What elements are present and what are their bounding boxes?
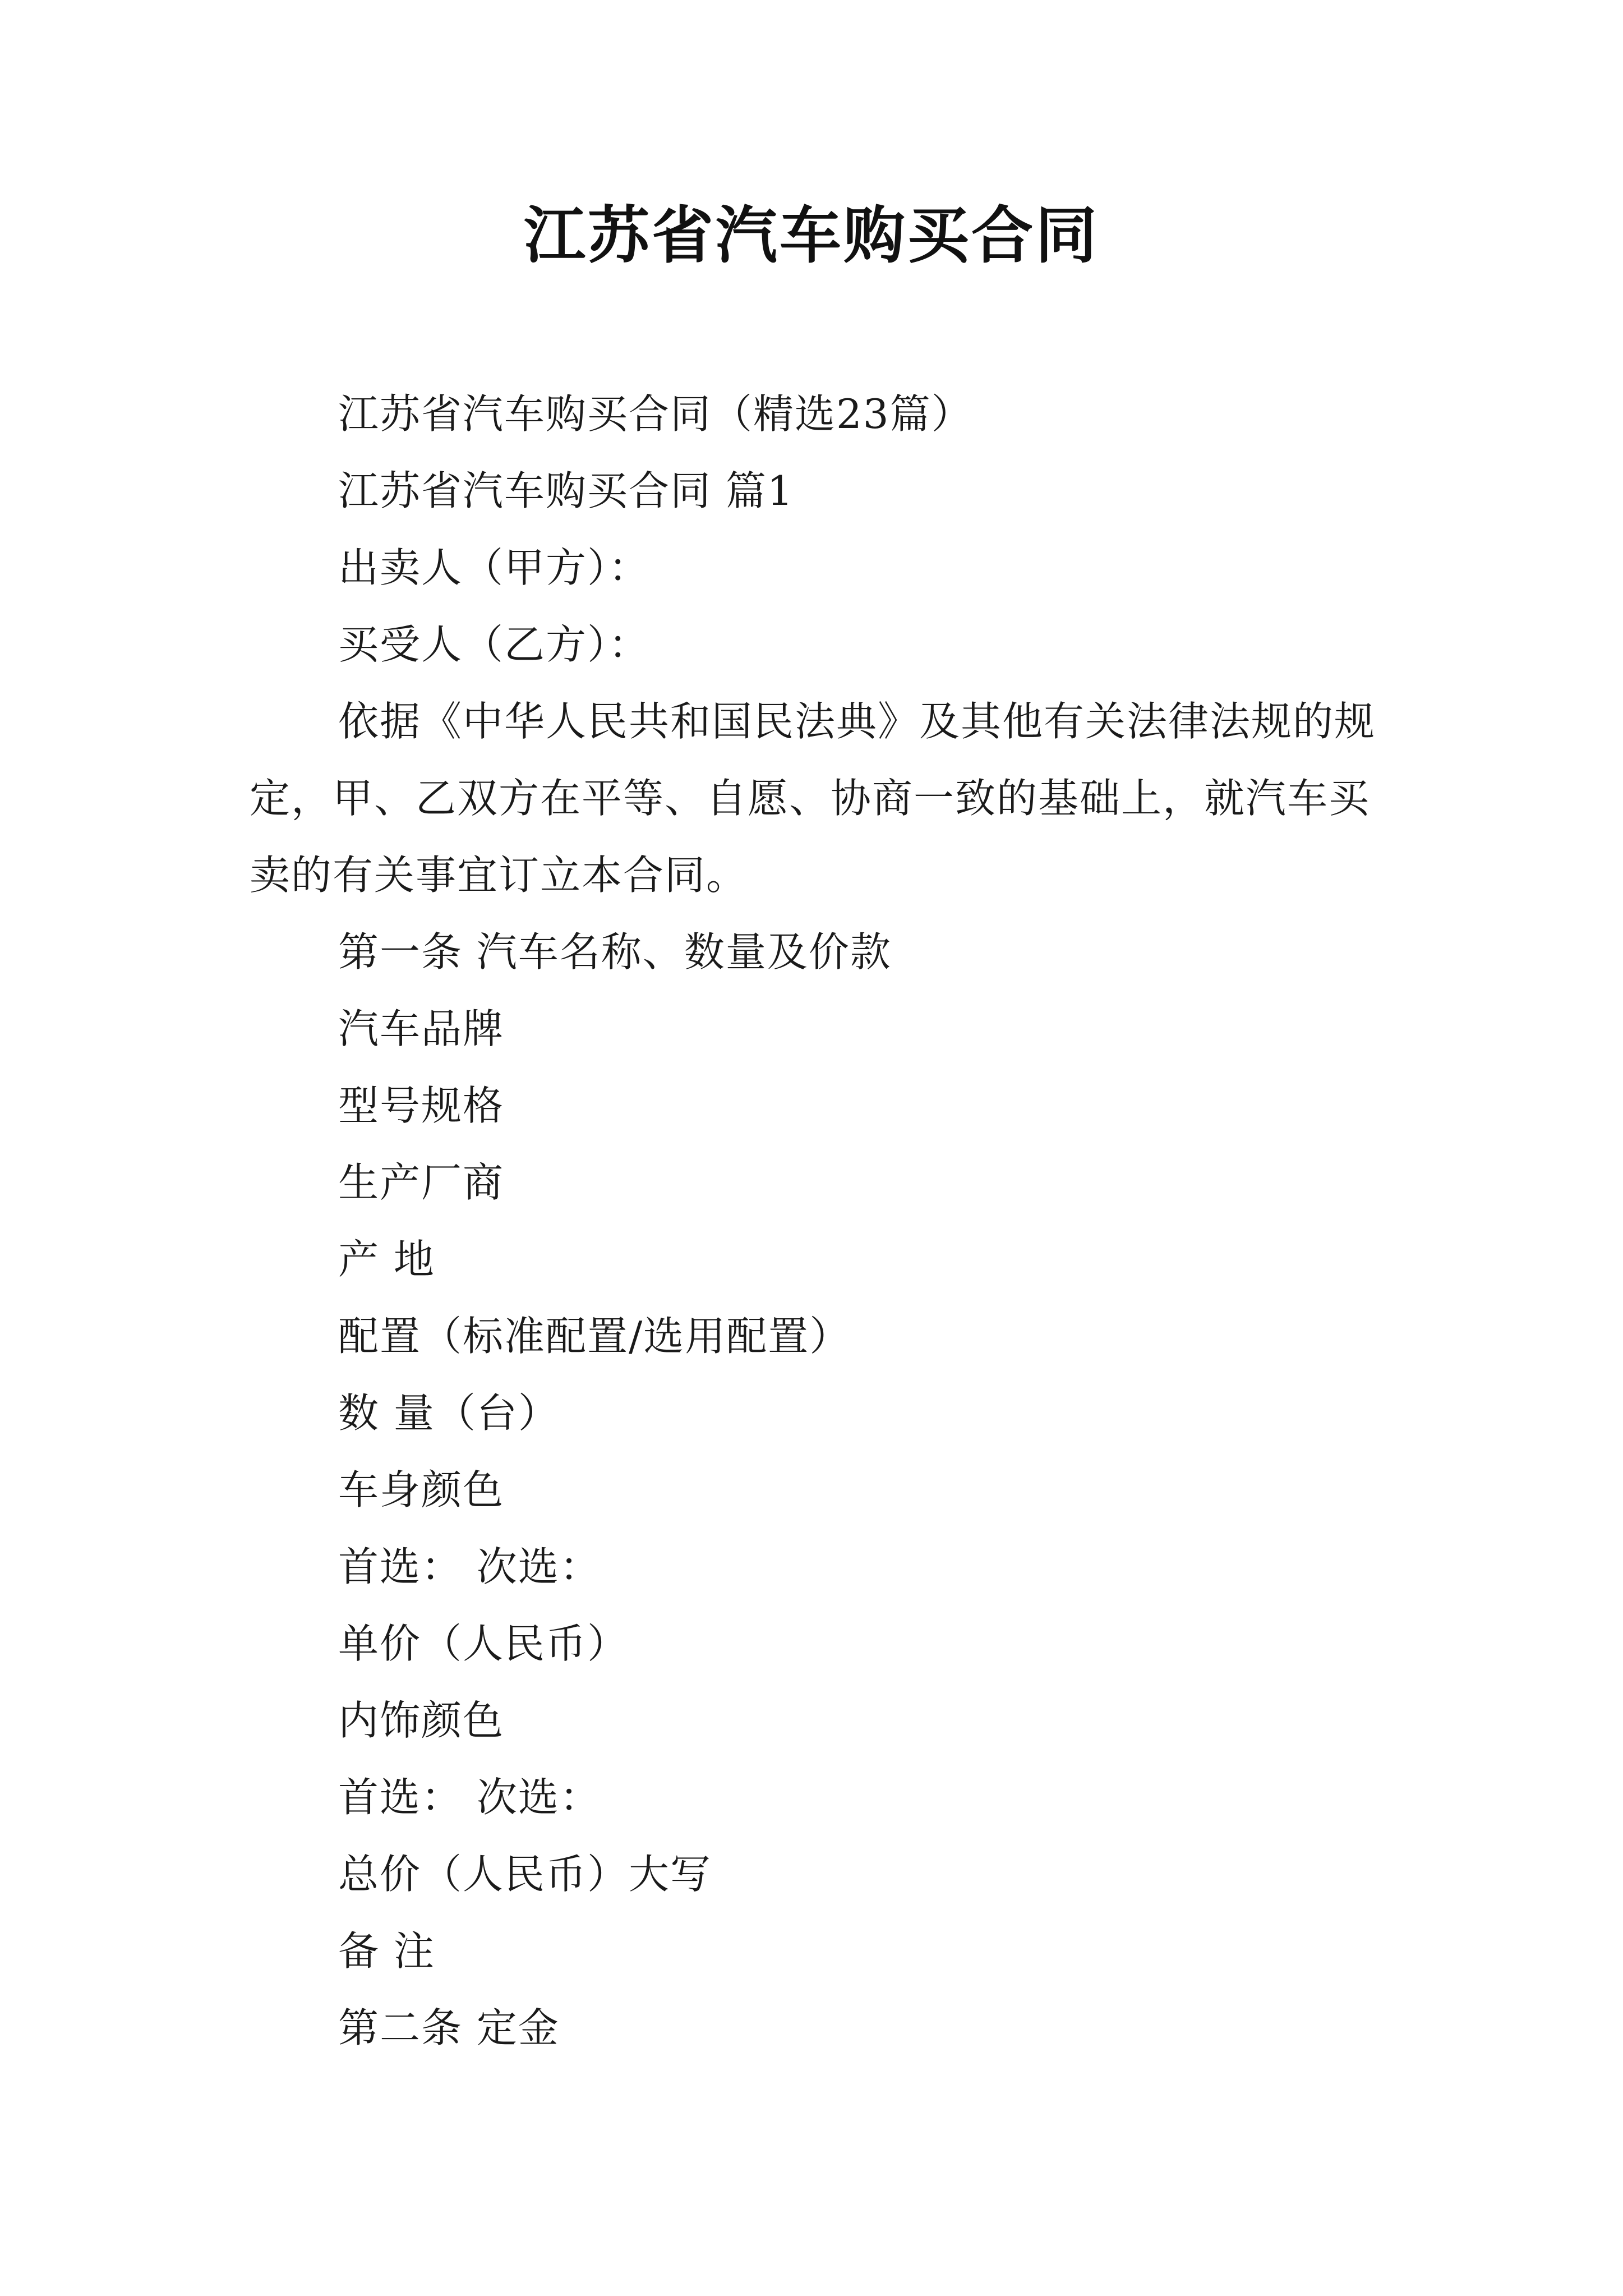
paragraph-interior-color: 内饰颜色 xyxy=(338,1697,505,1744)
paragraph-unit-price: 单价（人民币） xyxy=(338,1620,629,1667)
paragraph-article-1: 第一条 汽车名称、数量及价款 xyxy=(338,928,892,976)
paragraph-interior-color-choice: 首选： 次选： xyxy=(338,1774,601,1821)
paragraph-remarks: 备 注 xyxy=(338,1927,435,1975)
paragraph-configuration: 配置（标准配置/选用配置） xyxy=(338,1313,851,1360)
paragraph-seller: 出卖人（甲方）： xyxy=(338,544,651,591)
paragraph-body-color: 车身颜色 xyxy=(338,1466,505,1513)
paragraph-preamble: 依据《中华人民共和国民法典》及其他有关法律法规的规定，甲、乙双方在平等、自愿、协商一致的基础上，就汽车买卖的有关事宜订立本合同。 xyxy=(250,698,1376,899)
document-title: 江苏省汽车购买合同 xyxy=(524,199,1099,272)
paragraph-buyer: 买受人（乙方）： xyxy=(338,621,651,668)
paragraph-article-2: 第二条 定金 xyxy=(338,2004,560,2051)
paragraph-section-heading: 江苏省汽车购买合同 篇1 xyxy=(338,467,794,514)
document-body xyxy=(250,376,1382,2067)
paragraph-body-color-choice: 首选： 次选： xyxy=(338,1543,601,1590)
paragraph-total-price: 总价（人民币）大写 xyxy=(338,1851,712,1898)
paragraph-brand: 汽车品牌 xyxy=(338,1005,505,1052)
paragraph-collection-title: 江苏省汽车购买合同（精选23篇） xyxy=(338,390,973,438)
paragraph-quantity: 数 量（台） xyxy=(338,1389,560,1437)
paragraph-origin: 产 地 xyxy=(338,1236,435,1283)
paragraph-model: 型号规格 xyxy=(338,1082,505,1129)
paragraph-manufacturer: 生产厂商 xyxy=(338,1159,505,1206)
